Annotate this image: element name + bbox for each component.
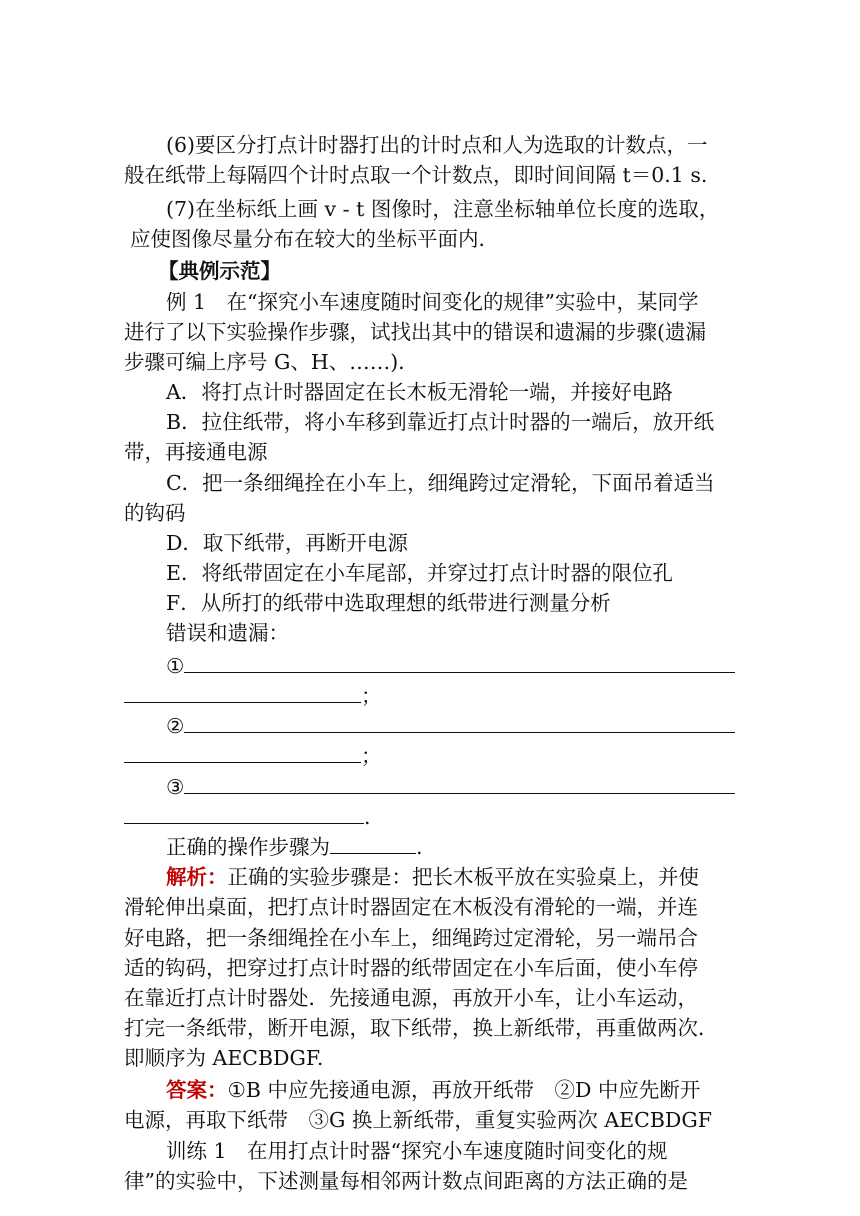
step-a: A．将打点计时器固定在长木板无滑轮一端，并接好电路	[166, 380, 673, 404]
blank-2-underline-cont[interactable]	[124, 740, 361, 763]
answer-line2: 电源，再取下纸带 ③G 换上新纸带，重复实验两次 AECBDGF	[124, 1108, 712, 1132]
note-6-line2: 般在纸带上每隔四个计时点取一个计数点，即时间间隔 t＝0.1 s.	[124, 163, 708, 187]
blank-3-underline[interactable]	[184, 771, 735, 794]
blank-1-marker: ①	[166, 654, 185, 678]
analysis-line1	[166, 863, 699, 891]
answer-label: 答案：	[166, 1078, 228, 1102]
note-7-line2: 应使图像尽量分布在较大的坐标平面内．	[130, 227, 499, 251]
blank-1-underline[interactable]	[184, 650, 735, 673]
errors-label: 错误和遗漏：	[166, 621, 289, 645]
blank-2-line1	[166, 710, 735, 738]
blank-1-end: ；	[361, 684, 382, 708]
step-d: D．取下纸带，再断开电源	[166, 531, 408, 555]
blank-2-marker: ②	[166, 714, 185, 738]
correct-steps-blank[interactable]	[330, 831, 416, 854]
blank-3-line2	[124, 801, 371, 829]
answer-line1	[166, 1076, 700, 1104]
analysis-text-1: 正确的实验步骤是：把长木板平放在实验桌上，并使	[227, 865, 699, 889]
blank-3-line1	[166, 771, 735, 799]
correct-steps-line	[166, 831, 423, 859]
blank-1-line2	[124, 680, 382, 708]
step-e: E．将纸带固定在小车尾部，并穿过打点计时器的限位孔	[166, 561, 673, 585]
step-c-line2: 的钩码	[124, 501, 186, 525]
blank-3-marker: ③	[166, 775, 185, 799]
blank-3-end: .	[364, 805, 371, 829]
correct-steps-label: 正确的操作步骤为	[166, 835, 330, 859]
analysis-line4: 适的钩码，把穿过打点计时器的纸带固定在小车后面，使小车停	[124, 956, 698, 980]
note-7-line1: (7)在坐标纸上画 v - t 图像时，注意坐标轴单位长度的选取，	[166, 197, 720, 221]
step-b-line1: B．拉住纸带，将小车移到靠近打点计时器的一端后，放开纸	[166, 410, 715, 434]
blank-2-underline[interactable]	[184, 710, 735, 733]
example-1-line1: 例 1 在“探究小车速度随时间变化的规律”实验中，某同学	[166, 290, 699, 314]
note-6-line1: (6)要区分打点计时器打出的计时点和人为选取的计数点，一	[166, 133, 708, 157]
blank-1-underline-cont[interactable]	[124, 680, 361, 703]
step-f: F．从所打的纸带中选取理想的纸带进行测量分析	[166, 591, 611, 615]
step-c-line1: C．把一条细绳拴在小车上，细绳跨过定滑轮，下面吊着适当	[166, 471, 715, 495]
example-1-line3: 步骤可编上序号 G、H、……)．	[124, 350, 419, 374]
training-1-line2: 律”的实验中，下述测量每相邻两计数点间距离的方法正确的是	[124, 1169, 688, 1193]
answer-text-1: ①B 中应先接通电源，再放开纸带 ②D 中应先断开	[227, 1078, 701, 1102]
blank-2-end: ；	[361, 744, 382, 768]
analysis-line3: 好电路，把一条细绳拴在小车上，细绳跨过定滑轮，另一端吊合	[124, 926, 698, 950]
analysis-label: 解析：	[166, 865, 228, 889]
blank-2-line2	[124, 740, 382, 768]
training-1-line1: 训练 1 在用打点计时器“探究小车速度随时间变化的规	[166, 1139, 668, 1163]
section-title: 【典例示范】	[158, 259, 281, 283]
analysis-line7: 即顺序为 AECBDGF.	[124, 1046, 324, 1070]
blank-3-underline-cont[interactable]	[124, 801, 364, 824]
blank-1-line1	[166, 650, 735, 678]
analysis-line2: 滑轮伸出桌面，把打点计时器固定在木板没有滑轮的一端，并连	[124, 895, 698, 919]
step-b-line2: 带，再接通电源	[124, 440, 268, 464]
example-1-line2: 进行了以下实验操作步骤，试找出其中的错误和遗漏的步骤(遗漏	[124, 320, 706, 344]
correct-steps-end: .	[416, 835, 423, 859]
analysis-line5: 在靠近打点计时器处．先接通电源，再放开小车，让小车运动，	[124, 986, 698, 1010]
analysis-line6: 打完一条纸带，断开电源，取下纸带，换上新纸带，再重做两次．	[124, 1016, 719, 1040]
